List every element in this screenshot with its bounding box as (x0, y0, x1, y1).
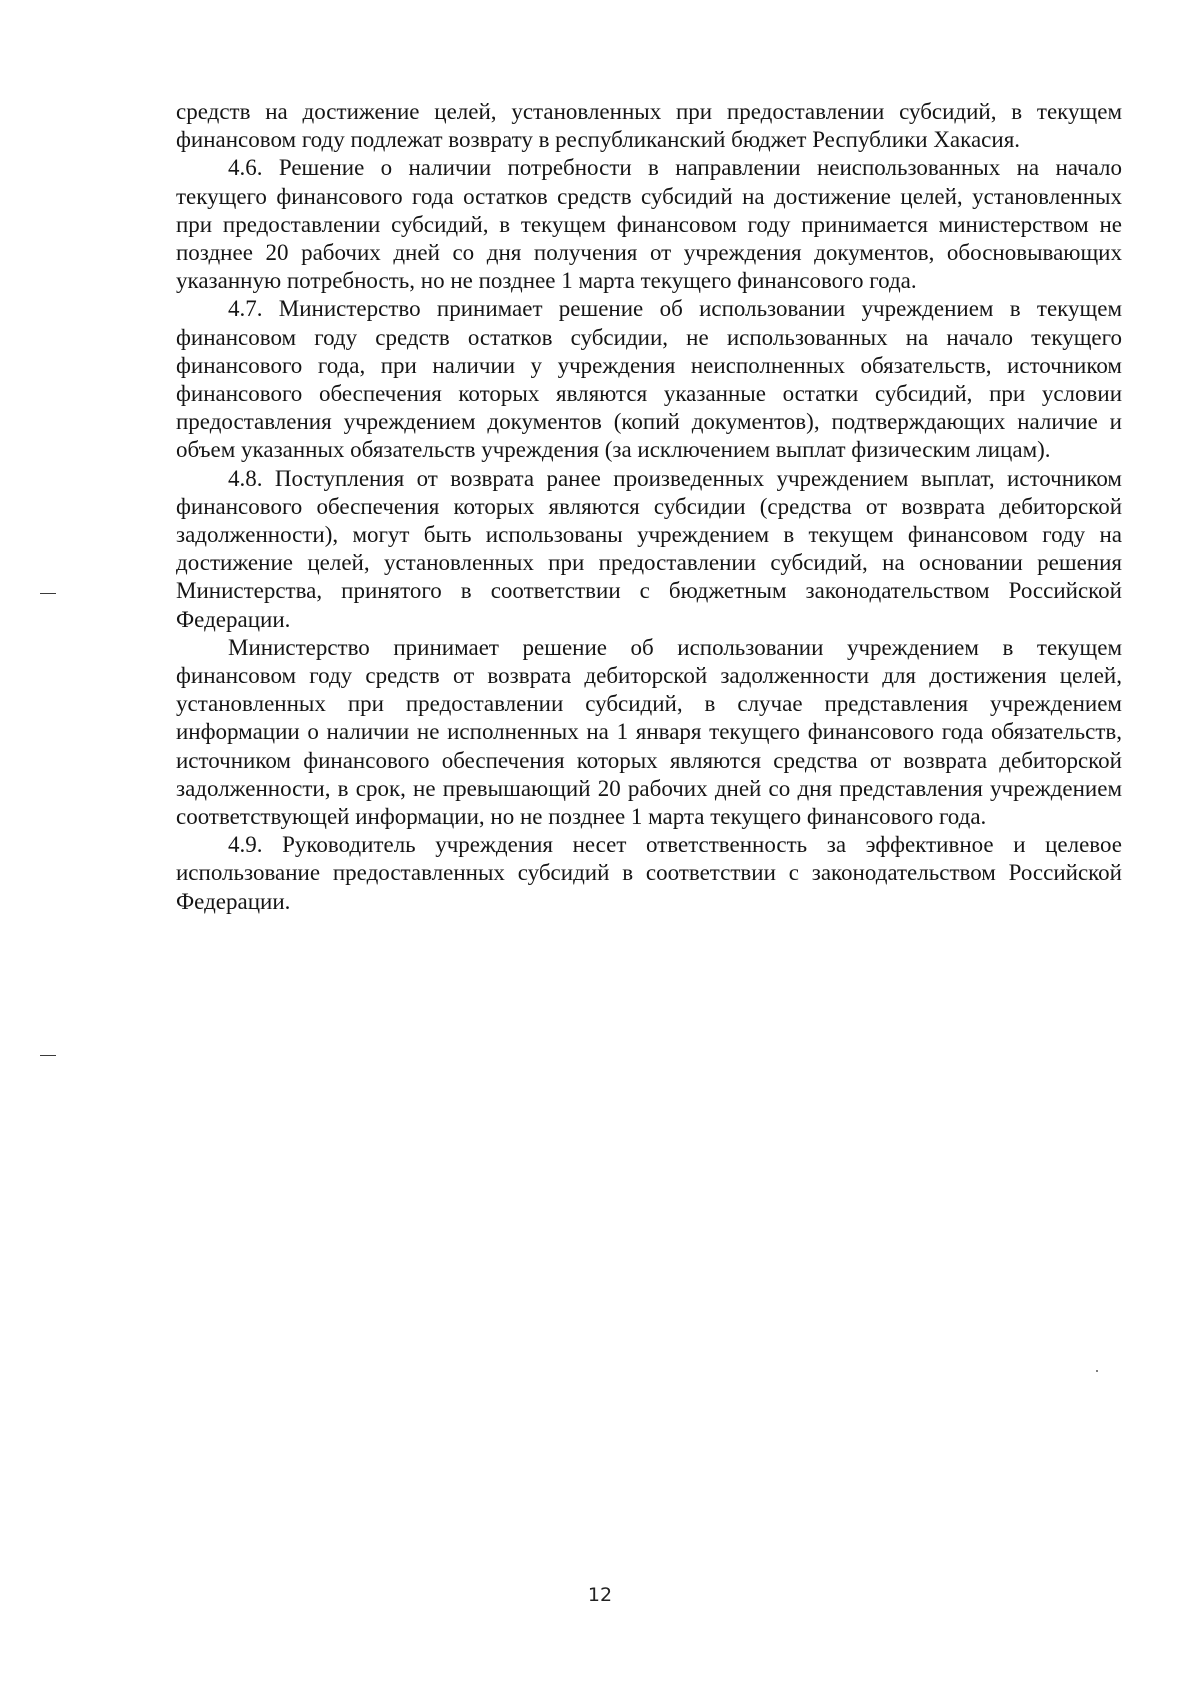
paragraph-4-6: 4.6. Решение о наличии потребности в направлении неиспользованных на начало текущего финансового года остатков средств субсидий на достижение целей, установленных при предоставлении субсидий, в текущем финансовом году принимается министерством не позднее 20 рабочих дней со дня получения от учреждения документов, обосновывающих указанную потребность, но не позднее 1 марта текущего финансового года. (176, 155, 1122, 294)
paragraph-4-9: 4.9. Руководитель учреждения несет ответственность за эффективное и целевое использование предоставленных субсидий в соответствии с законодательством Российской Федерации. (176, 832, 1122, 914)
paragraph-4-7: 4.7. Министерство принимает решение об использовании учреждением в текущем финансовом году средств остатков субсидии, не использованных на начало текущего финансового года, при наличии у учреждения неисполненных обязательств, источником финансового обеспечения которых являются указанные остатки субсидий, при условии предоставления учреждением документов (копий документов), подтверждающих наличие и объем указанных обязательств учреждения (за исключением выплат физическим лицам). (176, 296, 1122, 463)
scan-mark (40, 1055, 56, 1056)
scan-speck (1096, 1370, 1098, 1372)
paragraph-4-8: 4.8. Поступления от возврата ранее произведенных учреждением выплат, источником финансового обеспечения которых являются субсидии (средства от возврата дебиторской задолженности), могут быть использованы учреждением в текущем финансовом году на достижение целей, установленных при предоставлении субсидий, на основании решения Министерства, принятого в соответствии с бюджетным законодательством Российской Федерации. (176, 465, 1122, 632)
paragraph-4-8-continued: Министерство принимает решение об использовании учреждением в текущем финансовом году средств от возврата дебиторской задолженности для достижения целей, установленных при предоставлении субсидий, в случае представления учреждением информации о наличии не исполненных на 1 января текущего финансового года обязательств, источником финансового обеспечения которых являются средства от возврата дебиторской задолженности, в срок, не превышающий 20 рабочих дней со дня представления учреждением соответствующей информации, но не позднее 1 марта текущего финансового года. (176, 634, 1122, 830)
page-number: 12 (587, 1584, 613, 1606)
paragraph-continuation: средств на достижение целей, установленных при предоставлении субсидий, в текущем финансовом году подлежат возврату в республиканский бюджет Республики Хакасия. (176, 99, 1122, 153)
scan-mark (40, 593, 56, 594)
document-body (176, 98, 1122, 916)
